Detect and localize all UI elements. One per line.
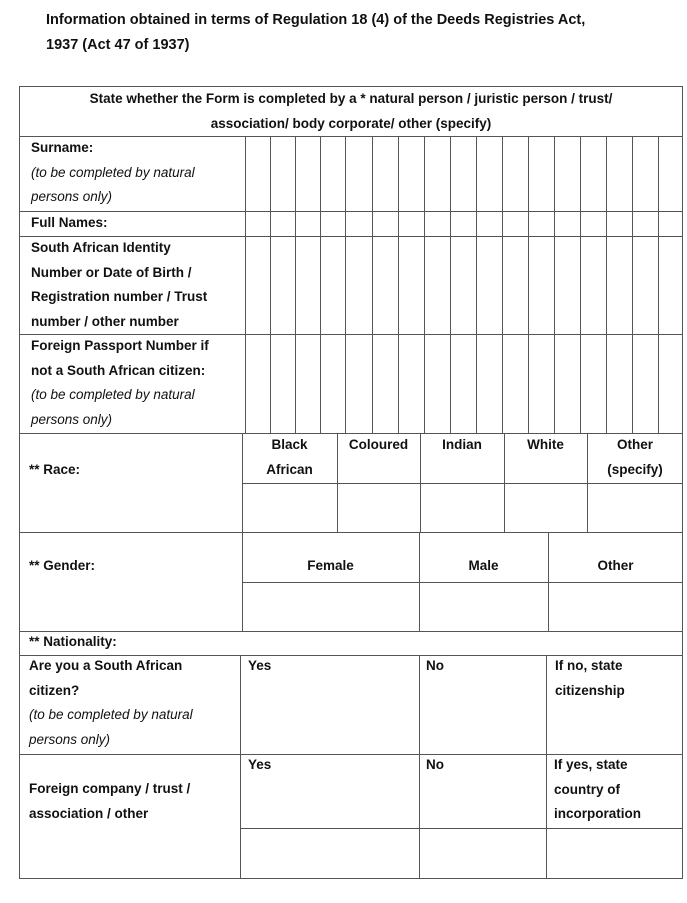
citizen-note-line: persons only) <box>29 731 111 747</box>
gender-checkbox-female[interactable] <box>243 583 419 631</box>
form-type-statement <box>19 87 683 136</box>
incorporation-country-input[interactable] <box>547 829 682 878</box>
full-names-input-grid[interactable] <box>246 212 682 236</box>
citizen-no-option[interactable]: No <box>426 658 444 673</box>
passport-label-line: Foreign Passport Number if <box>31 338 209 353</box>
foreign-company-yes-option[interactable]: Yes <box>248 757 272 772</box>
foreign-company-label-line: association / other <box>29 805 149 821</box>
divider <box>19 532 683 533</box>
citizenship-specify-line: If no, state <box>555 658 623 673</box>
id-number-label-line: South African Identity <box>31 240 171 255</box>
foreign-company-label-line: Foreign company / trust / <box>29 781 191 796</box>
surname-note-line-1: (to be completed by natural <box>31 164 195 180</box>
race-option-white: White <box>527 437 564 452</box>
incorporation-line: incorporation <box>554 806 641 821</box>
passport-label-line: not a South African citizen: <box>31 362 206 378</box>
id-number-label-line: Registration number / Trust <box>31 289 208 304</box>
id-number-label-cell <box>31 236 243 334</box>
race-option-label: Black <box>271 437 308 452</box>
race-checkbox-coloured[interactable] <box>338 484 420 532</box>
citizen-note-line: (to be completed by natural <box>29 707 193 722</box>
gender-option-male: Male <box>468 558 499 573</box>
surname-input-grid[interactable] <box>246 137 682 211</box>
race-option-black-african <box>242 433 337 482</box>
citizen-yes-option[interactable]: Yes <box>248 658 272 673</box>
heading-line-1: Information obtained in terms of Regulation 18 (4) of the Deeds Registries Act, <box>46 12 586 28</box>
surname-label-cell <box>31 136 241 210</box>
race-option-coloured: Coloured <box>348 437 409 452</box>
race-label: ** Race: <box>29 462 81 477</box>
incorporation-line: country of <box>554 781 620 797</box>
id-number-input-grid[interactable] <box>246 237 682 334</box>
foreign-company-no-option[interactable]: No <box>426 757 444 772</box>
citizenship-specify-line: citizenship <box>555 682 625 698</box>
race-option-label: (specify) <box>607 461 663 477</box>
surname-note-line-2: persons only) <box>31 189 113 204</box>
passport-label-cell <box>31 334 243 432</box>
passport-note-line: (to be completed by natural <box>31 387 195 402</box>
race-option-label: African <box>266 461 313 477</box>
foreign-company-yes-input[interactable] <box>241 829 419 878</box>
foreign-company-label-cell <box>29 777 239 826</box>
gender-checkbox-male[interactable] <box>420 583 548 631</box>
form-type-line-1: State whether the Form is completed by a * natural person / juristic person / trust/ <box>89 91 613 106</box>
citizen-question-cell <box>29 654 239 752</box>
form-type-line-2: association/ body corporate/ other (specify) <box>210 115 492 131</box>
full-names-label: Full Names: <box>31 215 108 230</box>
passport-input-grid[interactable] <box>246 335 682 433</box>
passport-note-line: persons only) <box>31 411 113 427</box>
incorporation-line: If yes, state <box>554 757 628 772</box>
surname-label: Surname: <box>31 140 94 155</box>
heading-line-2: 1937 (Act 47 of 1937) <box>46 37 190 53</box>
citizen-question-line: Are you a South African <box>29 658 183 673</box>
gender-option-other: Other <box>597 558 634 573</box>
gender-option-female: Female <box>307 558 354 573</box>
id-number-label-line: number / other number <box>31 313 179 329</box>
id-number-label-line: Number or Date of Birth / <box>31 264 192 280</box>
race-option-other <box>587 433 683 482</box>
foreign-company-no-input[interactable] <box>420 829 546 878</box>
incorporation-country-cell <box>554 753 680 827</box>
race-checkbox-white[interactable] <box>505 484 587 532</box>
gender-label: ** Gender: <box>29 558 96 573</box>
citizen-question-line: citizen? <box>29 682 80 698</box>
race-checkbox-other[interactable] <box>588 484 682 532</box>
page-heading <box>46 8 666 58</box>
race-option-indian: Indian <box>442 437 482 452</box>
race-option-label: Other <box>616 437 653 452</box>
citizenship-specify-cell[interactable] <box>555 654 680 703</box>
race-checkbox-black-african[interactable] <box>243 484 337 532</box>
nationality-label: ** Nationality: <box>29 634 117 649</box>
race-checkbox-indian[interactable] <box>421 484 504 532</box>
gender-checkbox-other[interactable] <box>549 583 682 631</box>
